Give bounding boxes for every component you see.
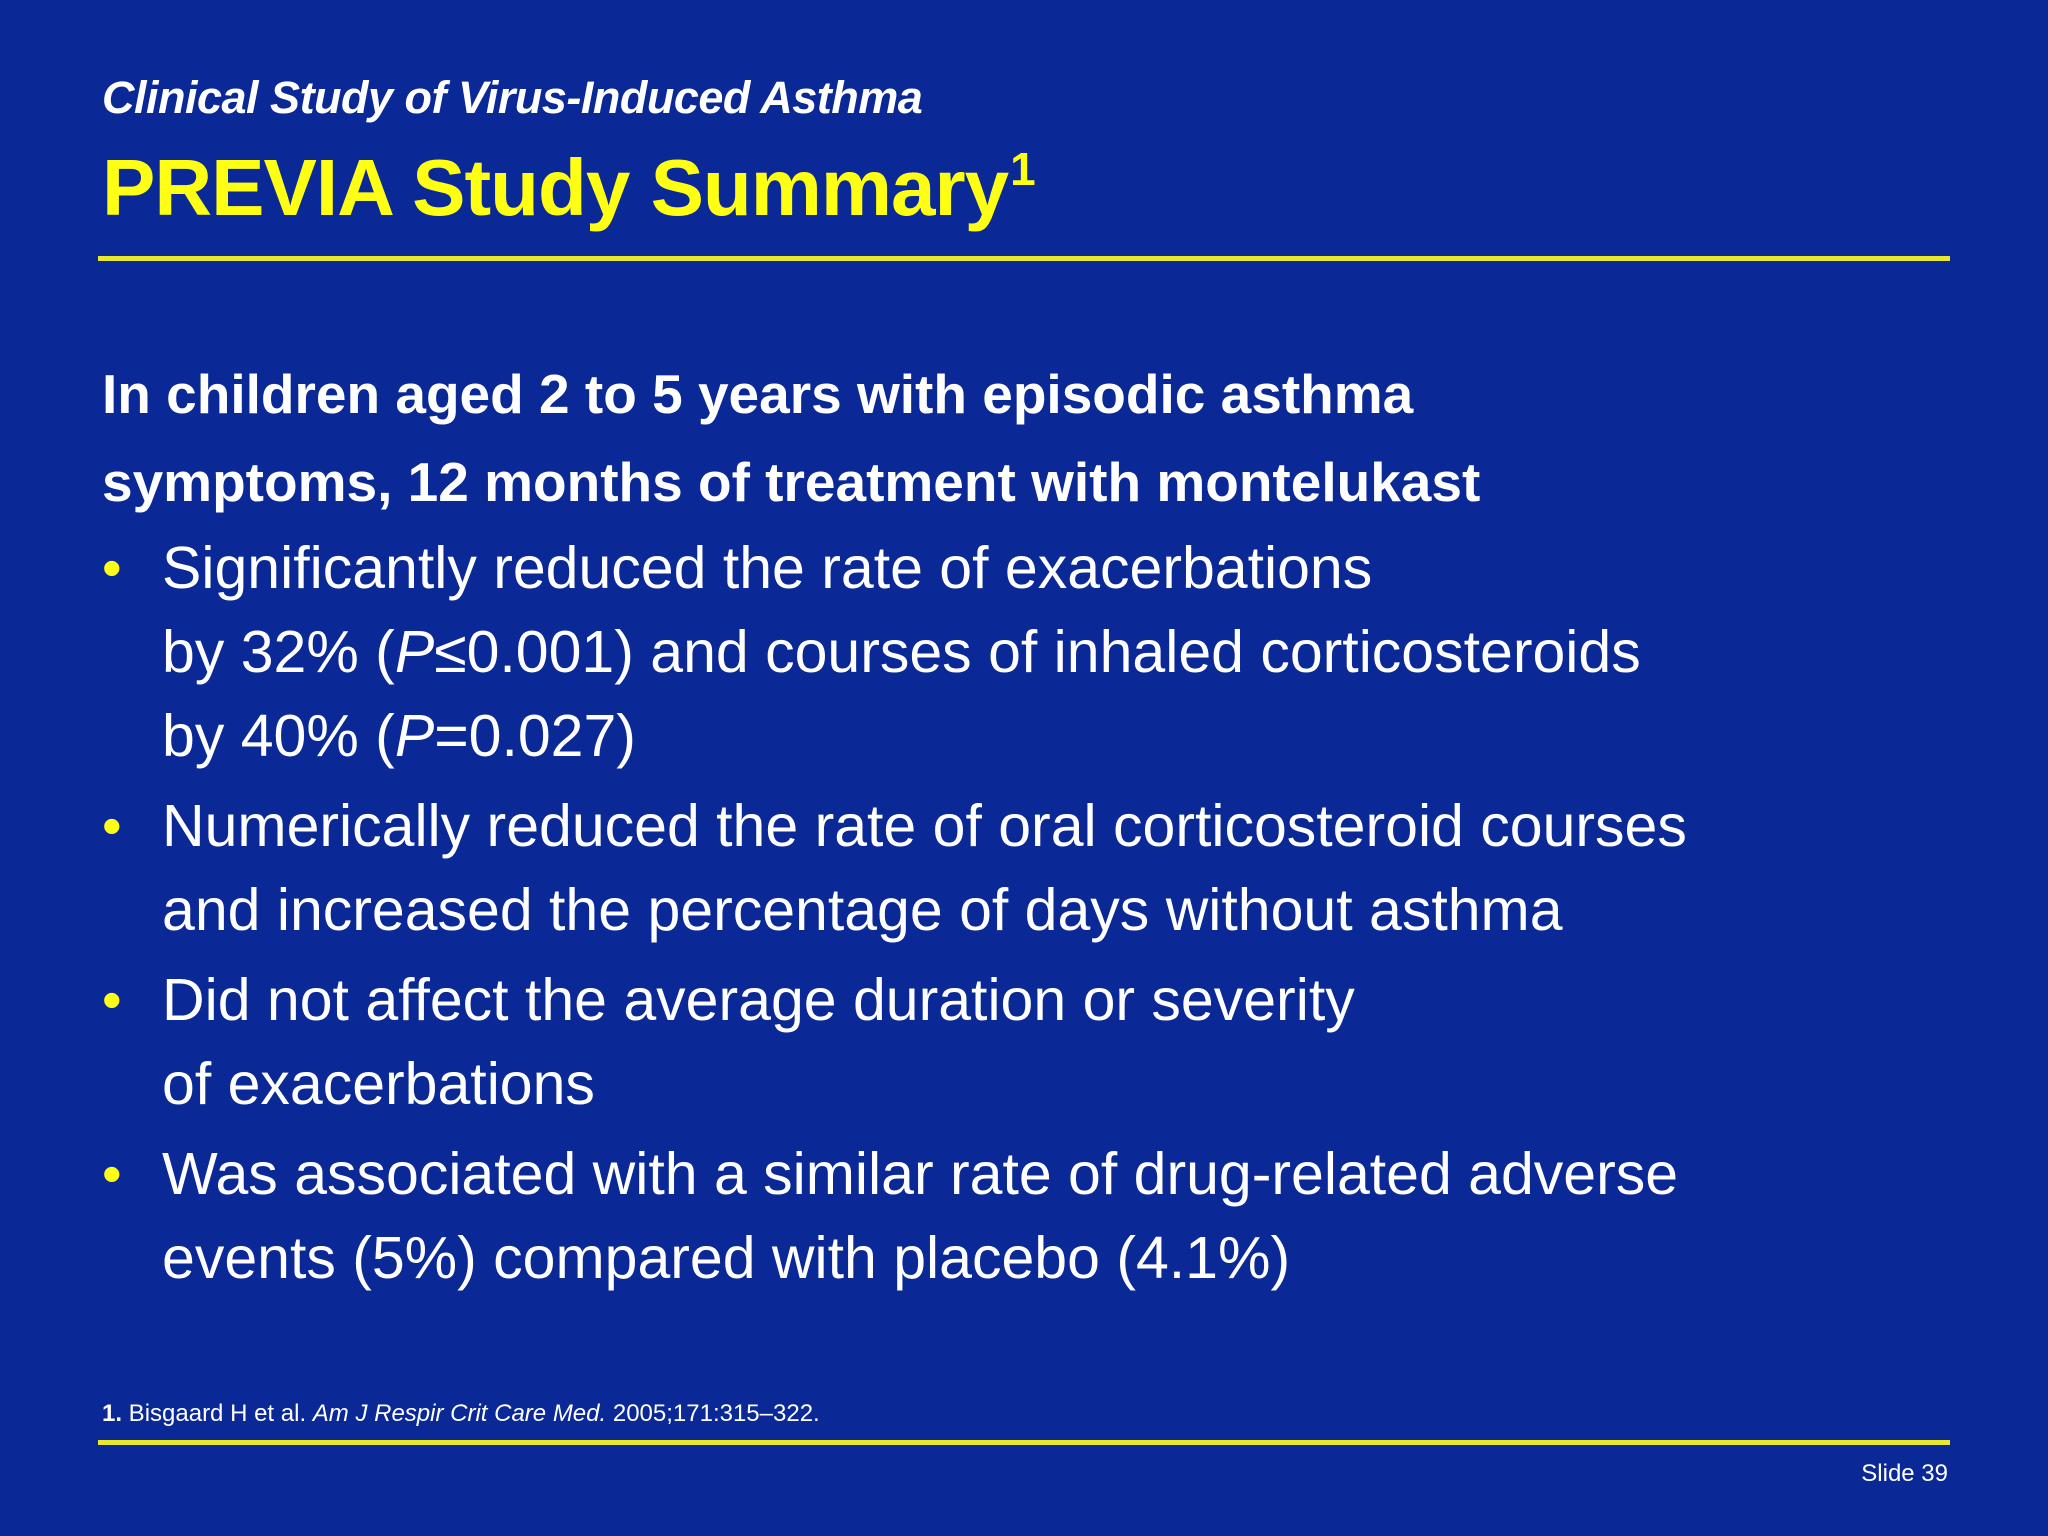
bullet-icon: • [102,794,122,857]
bullet-item [102,958,1962,1126]
intro-line: symptoms, 12 months of treatment with montelukast [102,451,1481,513]
bullet-icon: • [102,536,122,599]
bullet-line: Did not affect the average duration or severity [162,967,1355,1033]
slide-title [102,142,1035,234]
bullet-text-post: =0.027) [434,703,636,769]
slide-subtitle: Clinical Study of Virus-Induced Asthma [102,72,923,123]
intro-statement [102,350,1942,526]
intro-line: In children aged 2 to 5 years with episodic asthma [102,363,1414,425]
footnote-number: 1. [102,1400,123,1427]
bullet-text-pre: by 40% ( [162,703,395,769]
top-divider [98,256,1950,261]
bullet-list [102,526,1962,1306]
bullet-line: events (5%) compared with placebo (4.1%) [162,1225,1291,1291]
bullet-icon: • [102,968,122,1031]
bullet-line [162,610,1962,694]
bullet-line: of exacerbations [162,1051,595,1117]
footnote-citation: 2005;171:315–322. [606,1400,820,1427]
bullet-item [102,526,1962,778]
slide-title-text: PREVIA Study Summary [102,143,1009,232]
bullet-item [102,784,1962,952]
bullet-text-pre: by 32% ( [162,619,395,685]
bullet-item [102,1132,1962,1300]
title-footnote-ref: 1 [1010,143,1035,195]
reference-footnote [102,1400,820,1428]
bullet-line: Was associated with a similar rate of drug-related adverse [162,1141,1679,1207]
bullet-icon: • [102,1142,122,1205]
bottom-divider [98,1440,1950,1445]
slide-number: Slide 39 [1861,1460,1948,1487]
footnote-journal: Am J Respir Crit Care Med. [312,1400,607,1427]
p-value-symbol: P [394,619,435,685]
bullet-text-post: ≤0.001) and courses of inhaled corticosteroids [434,619,1641,685]
bullet-line: Significantly reduced the rate of exacerbations [162,535,1373,601]
bullet-line: Numerically reduced the rate of oral corticosteroid courses [162,793,1687,859]
p-value-symbol: P [394,703,435,769]
footnote-authors: Bisgaard H et al. [122,1400,313,1427]
bullet-line: and increased the percentage of days without asthma [162,877,1563,943]
bullet-line [162,694,1962,778]
